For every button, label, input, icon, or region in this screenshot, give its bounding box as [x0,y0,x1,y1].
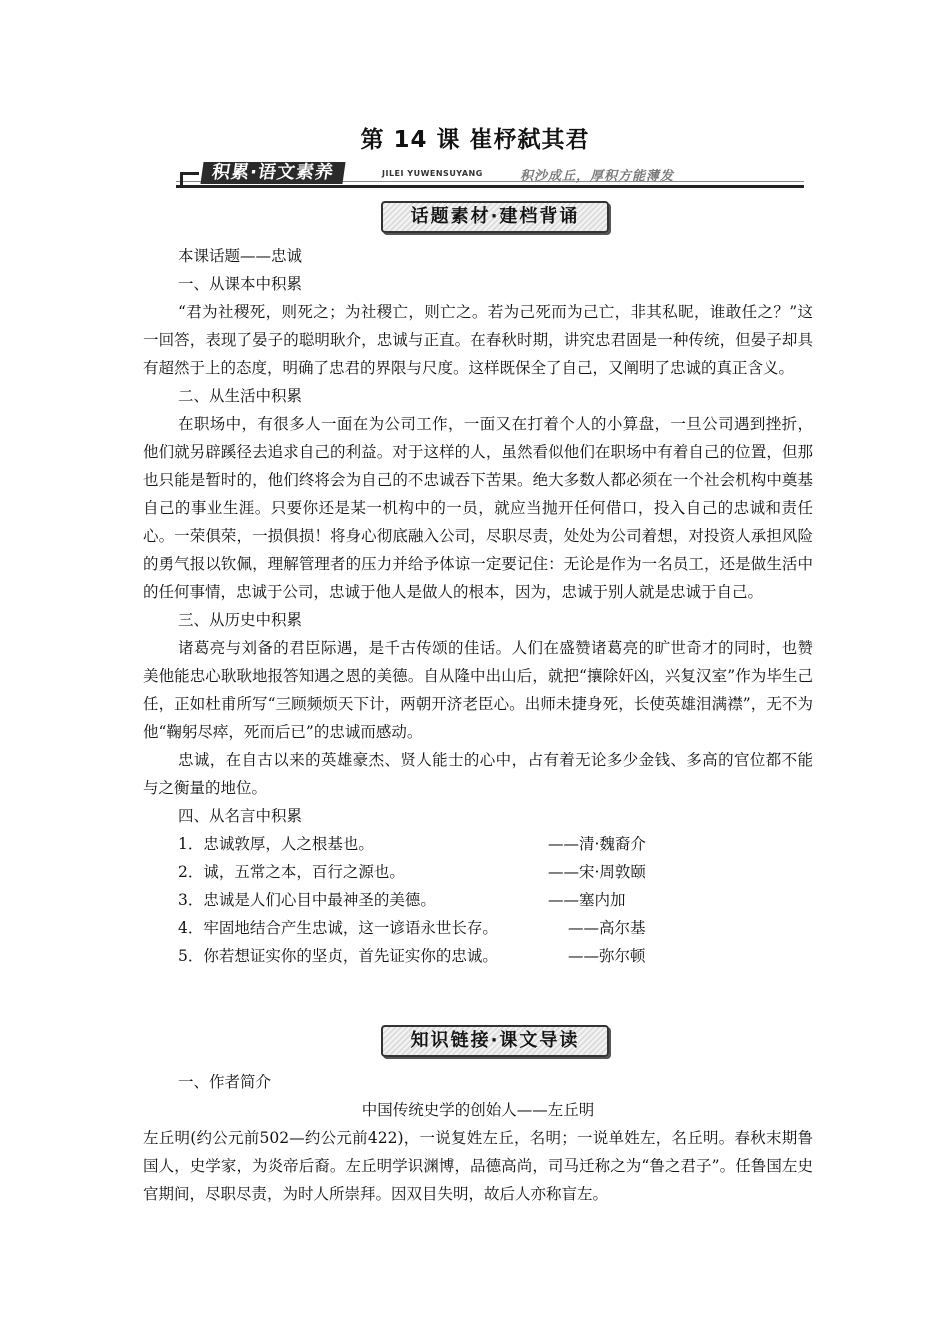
quote-item [143,886,813,914]
banner-corner-mark [180,172,199,185]
quote-source: ——高尔基 [568,919,646,937]
author-section [143,1068,813,1208]
banner-rule [176,185,804,188]
part3-heading: 三、从历史中积累 [178,611,303,629]
part2-body: 在职场中，有很多人一面在为公司工作，一面又在打着个人的小算盘，一旦公司遇到挫折，他们就另辟蹊径去追求自己的利益。对于这样的人，虽然看似他们在职场中有着自己的位置，但那也只能是暂时的，他们终将会为自己的不忠诚吞下苦果。绝大多数人都必须在一个社会机构中奠基自己的事业生涯。只要你还是某一机构中的一员，就应当抛开任何借口，投入自己的忠诚和责任心。一荣俱荣，一损俱损！将身心彻底融入公司，尽职尽责，处处为公司着想，对投资人承担风险的勇气报以钦佩，理解管理者的压力并给予体谅一定要记住：无论是作为一名员工，还是做生活中的任何事情，忠诚于公司，忠诚于他人是做人的根本，因为，忠诚于别人就是忠诚于自己。 [143,415,813,601]
section-heading-topic: 话题素材·建档背诵 [381,201,609,233]
quote-source: ——塞内加 [548,891,626,909]
quote-item [143,942,813,970]
quote-item [143,914,813,942]
section-banner [176,160,804,190]
part4-heading: 四、从名言中积累 [178,807,303,825]
quote-text: 4．牢固地结合产生忠诚，这一谚语永世长存。 [178,919,498,937]
topic-section [143,242,813,970]
part1-heading: 一、从课本中积累 [178,275,303,293]
section-heading-knowledge: 知识链接·课文导读 [381,1025,609,1057]
quote-text: 2．诚，五常之本，百行之源也。 [178,863,405,881]
author-subtitle: 中国传统史学的创始人——左丘明 [361,1101,595,1119]
part3-body2: 忠诚，在自古以来的英雄豪杰、贤人能士的心中，占有着无论多少金钱、多高的官位都不能与之衡量的地位。 [143,751,813,797]
lesson-title: 第 14 课 崔杼弑其君 [360,127,590,153]
quote-item [143,830,813,858]
quote-text: 5．你若想证实你的坚贞，首先证实你的忠诚。 [178,947,498,965]
banner-tag: 积累·语文素养 [200,162,345,184]
part3-body1: 诸葛亮与刘备的君臣际遇，是千古传颂的佳话。人们在盛赞诸葛亮的旷世奇才的同时，也赞美他能忠心耿耿地报答知遇之恩的美德。自从隆中出山后，就把“攘除奸凶，兴复汉室”作为毕生己任，正如杜甫所写“三顾频烦天下计，两朝开济老臣心。出师未捷身死，长使英雄泪满襟”，无不为他“鞠躬尽瘁，死而后已”的忠诚而感动。 [143,639,813,741]
part1-body: “君为社稷死，则死之；为社稷亡，则亡之。若为己死而为己亡，非其私昵，谁敢任之？”这一回答，表现了晏子的聪明耿介，忠诚与正直。在春秋时期，讲究忠君固是一种传统，但晏子却具有超然于上的态度，明确了忠君的界限与尺度。这样既保全了自己，又阐明了忠诚的真正含义。 [143,303,813,377]
author-body: 左丘明(约公元前502—约公元前422)，一说复姓左丘，名明；一说单姓左，名丘明。春秋末期鲁国人，史学家，为炎帝后裔。左丘明学识渊博，品德高尚，司马迁称之为“鲁之君子”。任鲁国左史官期间，尽职尽责，为时人所崇拜。因双目失明，故后人亦称盲左。 [143,1129,813,1203]
topic-line: 本课话题——忠诚 [178,247,303,265]
quote-text: 1．忠诚敦厚，人之根基也。 [178,835,374,853]
quote-source: ——宋·周敦颐 [548,863,646,881]
author-heading: 一、作者简介 [178,1073,272,1091]
quote-source: ——弥尔顿 [568,947,646,965]
quote-item [143,858,813,886]
banner-pinyin: JILEI YUWENSUYANG [382,169,483,178]
quote-text: 3．忠诚是人们心目中最神圣的美德。 [178,891,436,909]
quote-source: ——清·魏裔介 [548,835,646,853]
part2-heading: 二、从生活中积累 [178,387,303,405]
banner-motto: 积沙成丘，厚积方能薄发 [520,169,675,184]
